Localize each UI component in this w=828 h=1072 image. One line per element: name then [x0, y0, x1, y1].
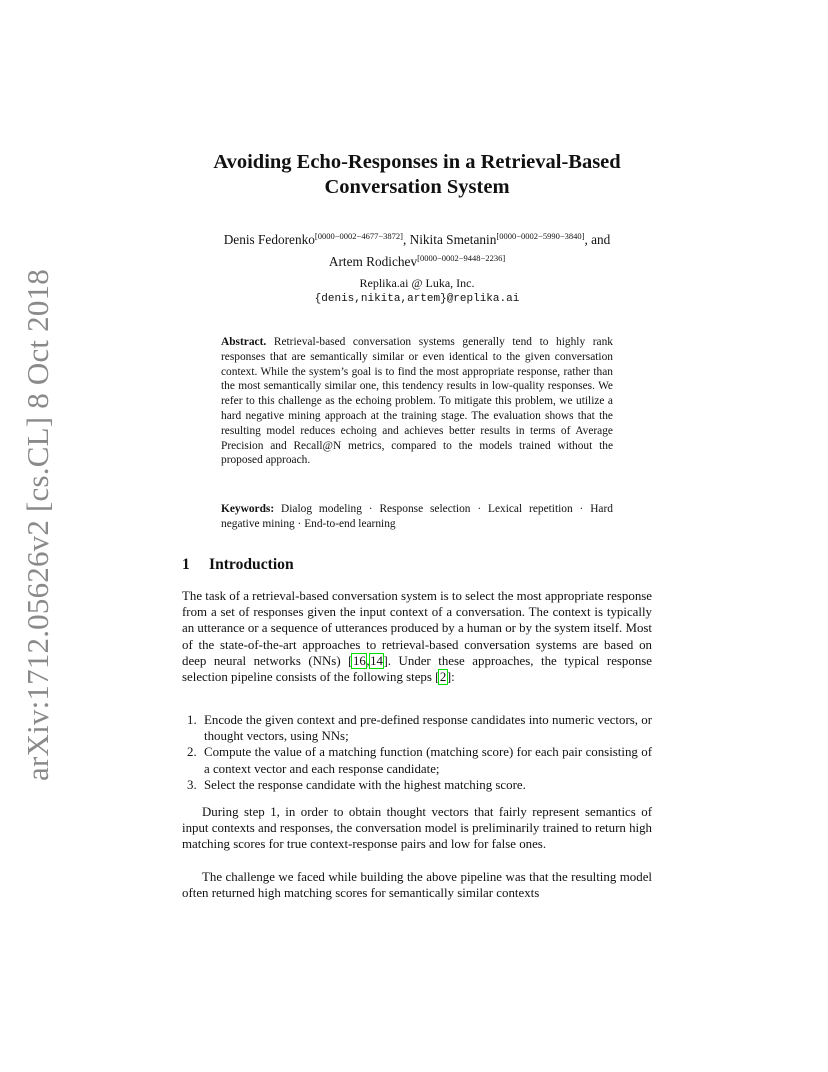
list-item — [182, 744, 652, 776]
paragraph-text: ]: — [446, 670, 455, 685]
abstract-label: Abstract. — [221, 336, 267, 348]
paragraph-text: The task of a retrieval-based conversation system is to select the most appropriate response from a set of responses given the input context of a conversation. The context is typically an utterance or a sequence of utterances produced by a human or by the system itself. Most of the state-of-the-art approaches to retrieval-based conversation systems are based on deep neural networks (NNs) [ — [182, 589, 652, 668]
section-number: 1 — [182, 556, 190, 573]
citation-link[interactable]: 14 — [370, 653, 383, 668]
author-orcid: [0000−0002−4677−3872] — [314, 231, 403, 241]
affiliation-org: Replika.ai @ Luka, Inc. — [359, 276, 475, 290]
list-item — [182, 777, 652, 793]
steps-list — [182, 712, 652, 793]
section-heading — [182, 556, 652, 574]
author-name: Nikita Smetanin — [409, 232, 497, 247]
affiliation — [182, 275, 652, 307]
list-item-number: 2. — [187, 745, 197, 760]
paragraph — [182, 588, 652, 685]
author-separator: , and — [584, 232, 611, 247]
paragraph-text: ]. Under these approaches, the typical response selection pipeline consists of the following steps [ — [182, 653, 653, 685]
keywords-text: Dialog modeling · Response selection · Lexical repetition · Hard negative mining · End-to-end learning — [221, 503, 613, 530]
affiliation-email: {denis,nikita,artem}@replika.ai — [314, 293, 520, 305]
list-item — [182, 712, 652, 744]
arxiv-identifier-text: arXiv:1712.05626v2 [cs.CL] 8 Oct 2018 — [20, 269, 55, 781]
author-list — [182, 227, 652, 271]
author-orcid: [0000−0002−5990−3840] — [496, 231, 585, 241]
citation-link[interactable]: 16 — [352, 653, 366, 668]
paragraph: During step 1, in order to obtain thought vectors that fairly represent semantics of input contexts and responses, the conversation model is preliminarily trained to return high matching scores for true context-response pairs and low for false ones. — [182, 805, 652, 852]
list-item-text: Compute the value of a matching function (matching score) for each pair consisting of a context vector and each response candidate; — [204, 745, 652, 776]
list-item-number: 1. — [187, 713, 197, 727]
author-orcid: [0000−0002−9448−2236] — [417, 253, 506, 263]
citation-link[interactable]: 2 — [439, 670, 447, 685]
author-separator: , — [402, 232, 410, 247]
keywords-label: Keywords: — [221, 503, 275, 515]
section-title: Introduction — [209, 556, 294, 573]
paper-title-line-2: Conversation System — [324, 176, 510, 198]
abstract — [221, 335, 613, 468]
list-item-text: Encode the given context and pre-defined response candidates into numeric vectors, or thought vectors, using NNs; — [204, 713, 652, 744]
paper-title — [182, 150, 652, 200]
citation-separator: , — [366, 653, 370, 668]
paper-title-line-1: Avoiding Echo-Responses in a Retrieval-Based — [213, 151, 621, 173]
author-name: Artem Rodichev — [328, 254, 418, 269]
list-item-number: 3. — [187, 777, 197, 792]
keywords — [221, 502, 613, 532]
arxiv-identifier — [8, 269, 68, 781]
list-item-text: Select the response candidate with the highest matching score. — [204, 777, 526, 792]
abstract-text: Retrieval-based conversation systems generally tend to highly rank responses that are semantically similar or even identical to the given conversation context. While the system’s goal is to find the most appropriate response, rather than the most semantically similar one, this tendency results in low-quality responses. We refer to this challenge as the echoing problem. To mitigate this problem, we utilize a hard negative mining approach at the training stage. The evaluation shows that the resulting model reduces echoing and achieves better results in terms of Average Precision and Recall@N metrics, compared to the models trained without the proposed approach. — [221, 336, 613, 467]
paragraph: The challenge we faced while building the above pipeline was that the resulting model often returned high matching scores for semantically similar contexts — [182, 870, 652, 901]
author-name: Denis Fedorenko — [223, 232, 315, 247]
